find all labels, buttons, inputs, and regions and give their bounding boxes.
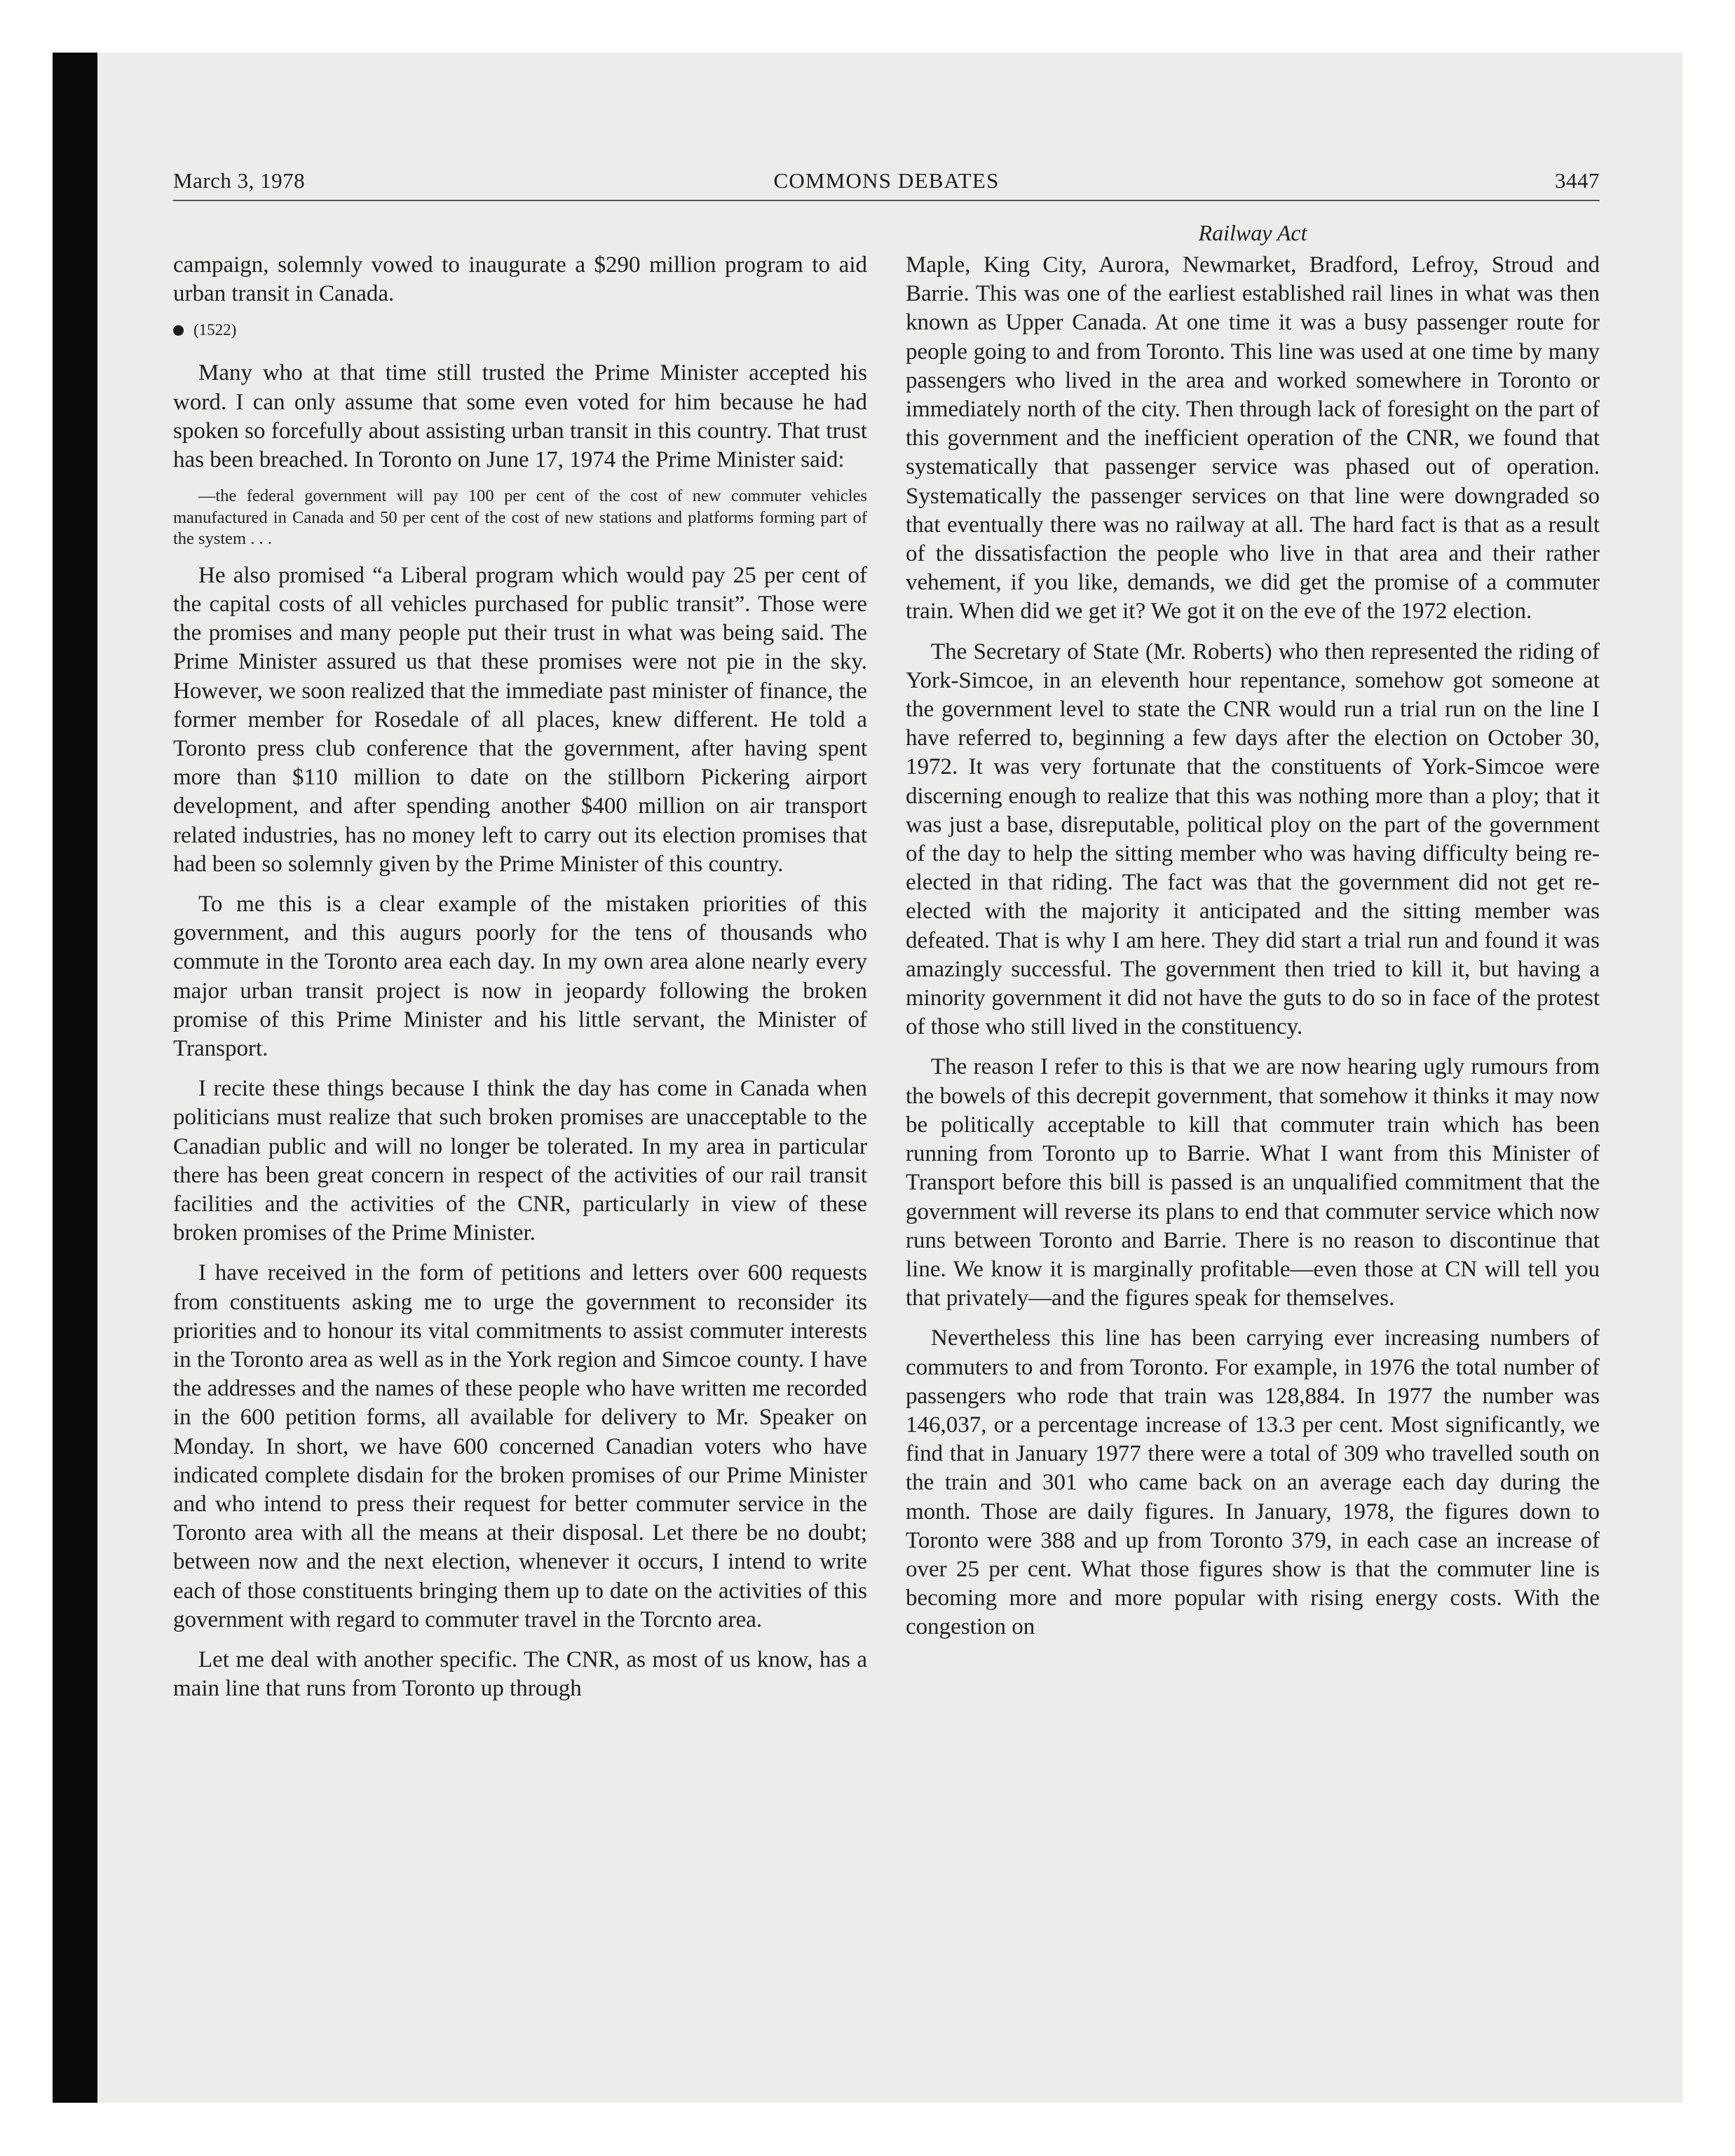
block-quote: —the federal government will pay 100 per cent of the cost of new commuter vehicles manufactured in Canada and 50 per cent of the cost of new stations and platforms forming part of the system . . .	[173, 486, 867, 549]
page-number: 3447	[1555, 168, 1600, 193]
right-column	[906, 251, 1600, 1653]
bullet-icon	[173, 325, 184, 336]
paragraph: Maple, King City, Aurora, Newmarket, Bradford, Lefroy, Stroud and Barrie. This was one of the earliest established rail lines in what was then known as Upper Canada. At one time it was a busy passenger route for people going to and from Toronto. This line was used at one time by many passengers who lived in the area and worked somewhere in Toronto or immediately north of the city. Then through lack of foresight on the part of this government and the inefficient operation of the CNR, we found that systematically that passenger service was phased out of operation. Systematically the passenger services on that line were downgraded so that eventually there was no railway at all. The hard fact is that as a result of the dissatisfaction the people who live in that area and their rather vehement, if you like, demands, we did get the promise of a commuter train. When did we get it? We got it on the eve of the 1972 election.	[906, 252, 1600, 625]
paragraph: He also promised “a Liberal program which would pay 25 per cent of the capital costs of all vehicles purchased for public transit”. Those were the promises and many people put their trust in what was being said. The Prime Minister assured us that these promises were not pie in the sky. However, we soon realized that the immediate past minister of finance, the former member for Rosedale of all places, knew different. He told a Toronto press club conference that the government, after having spent more than $110 million to date on the stillborn Pickering airport development, and after spending another $400 million on air transport related industries, has no money left to carry out its election promises that had been so solemnly given by the Prime Minister of this country.	[173, 562, 867, 877]
paragraph: Nevertheless this line has been carrying ever increasing numbers of commuters to and from Toronto. For example, in 1976 the total number of passengers who rode that train was 128,884. In 1977 the number was 146,037, or a percentage increase of 13.3 per cent. Most significantly, we find that in January 1977 there were a total of 309 who travelled south on the train and 301 who came back on an average each day during the month. Those are daily figures. In January, 1978, the figures down to Toronto were 388 and up from Toronto 379, in each case an increase of over 25 per cent. What those figures show is that the commuter line is becoming more and more popular with rising energy costs. With the congestion on	[906, 1325, 1600, 1640]
header-date: March 3, 1978	[173, 168, 306, 193]
paragraph: Many who at that time still trusted the Prime Minister accepted his word. I can only assume that some even voted for him because he had spoken so forcefully about assisting urban transit in this country. That trust has been breached. In Toronto on June 17, 1974 the Prime Minister said:	[173, 360, 867, 473]
paragraph: campaign, solemnly vowed to inaugurate a $290 million program to aid urban transit in Canada.	[173, 252, 867, 307]
header-rule	[173, 200, 1600, 201]
time-marker-label: (1522)	[193, 321, 237, 339]
paragraph: Let me deal with another specific. The CNR, as most of us know, has a main line that runs from Toronto up through	[173, 1647, 867, 1702]
paragraph: The Secretary of State (Mr. Roberts) who then represented the riding of York-Simcoe, in an eleventh hour repentance, somehow got someone at the government level to state the CNR would run a trial run on the line I have referred to, beginning a few days after the election on October 30, 1972. It was very fortunate that the constituents of York-Simcoe were discerning enough to realize that this was nothing more than a ploy; that it was just a base, disreputable, political ploy on the part of the government of the day to help the sitting member who was having difficulty being re-elected in that riding. The fact was that the government did not get re-elected with the majority it anticipated and the sitting member was defeated. That is why I am here. They did start a trial run and found it was amazingly successful. The government then tried to kill it, but having a minority government it did not have the guts to do so in face of the protest of those who still lived in the constituency.	[906, 639, 1600, 1040]
binding-edge	[53, 53, 97, 2103]
header-title: COMMONS DEBATES	[773, 168, 1000, 193]
time-marker	[173, 320, 867, 341]
page-header	[173, 165, 1600, 196]
paragraph: The reason I refer to this is that we are now hearing ugly rumours from the bowels of this decrepit government, that somehow it thinks it may now be politically acceptable to kill that commuter train which has been running from Toronto up to Barrie. What I want from this Minister of Transport before this bill is passed is an unqualified commitment that the government will reverse its plans to end that commuter service which now runs between Toronto and Barrie. There is no reason to discontinue that line. We know it is marginally profitable—even those at CN will tell you that privately—and the figures speak for themselves.	[906, 1054, 1600, 1311]
paragraph: I recite these things because I think the day has come in Canada when politicians must realize that such broken promises are unacceptable to the Canadian public and will no longer be tolerated. In my area in particular there has been great concern in respect of the activities of our rail transit facilities and the activities of the CNR, particularly in view of these broken promises of the Prime Minister.	[173, 1076, 867, 1246]
section-title: Railway Act	[1198, 220, 1307, 245]
paragraph: To me this is a clear example of the mistaken priorities of this government, and this augurs poorly for the tens of thousands who commute in the Toronto area each day. In my own area alone nearly every major urban transit project is now in jeopardy following the broken promise of this Prime Minister and his little servant, the Minister of Transport.	[173, 891, 867, 1061]
left-column	[173, 251, 867, 1714]
paragraph: I have received in the form of petitions and letters over 600 requests from constituents asking me to urge the government to reconsider its priorities and to honour its vital commitments to assist commuter interests in the Toronto area as well as in the York region and Simcoe county. I have the addresses and the names of these people who have written me recorded in the 600 petition forms, all available for delivery to Mr. Speaker on Monday. In short, we have 600 concerned Canadian voters who have indicated complete disdain for the broken promises of our Prime Minister and who intend to press their request for better commuter service in the Toronto area with all the means at their disposal. Let there be no doubt; between now and the next election, whenever it occurs, I intend to write each of those constituents bringing them up to date on the activities of this government with regard to commuter travel in the Torcnto area.	[173, 1260, 867, 1632]
